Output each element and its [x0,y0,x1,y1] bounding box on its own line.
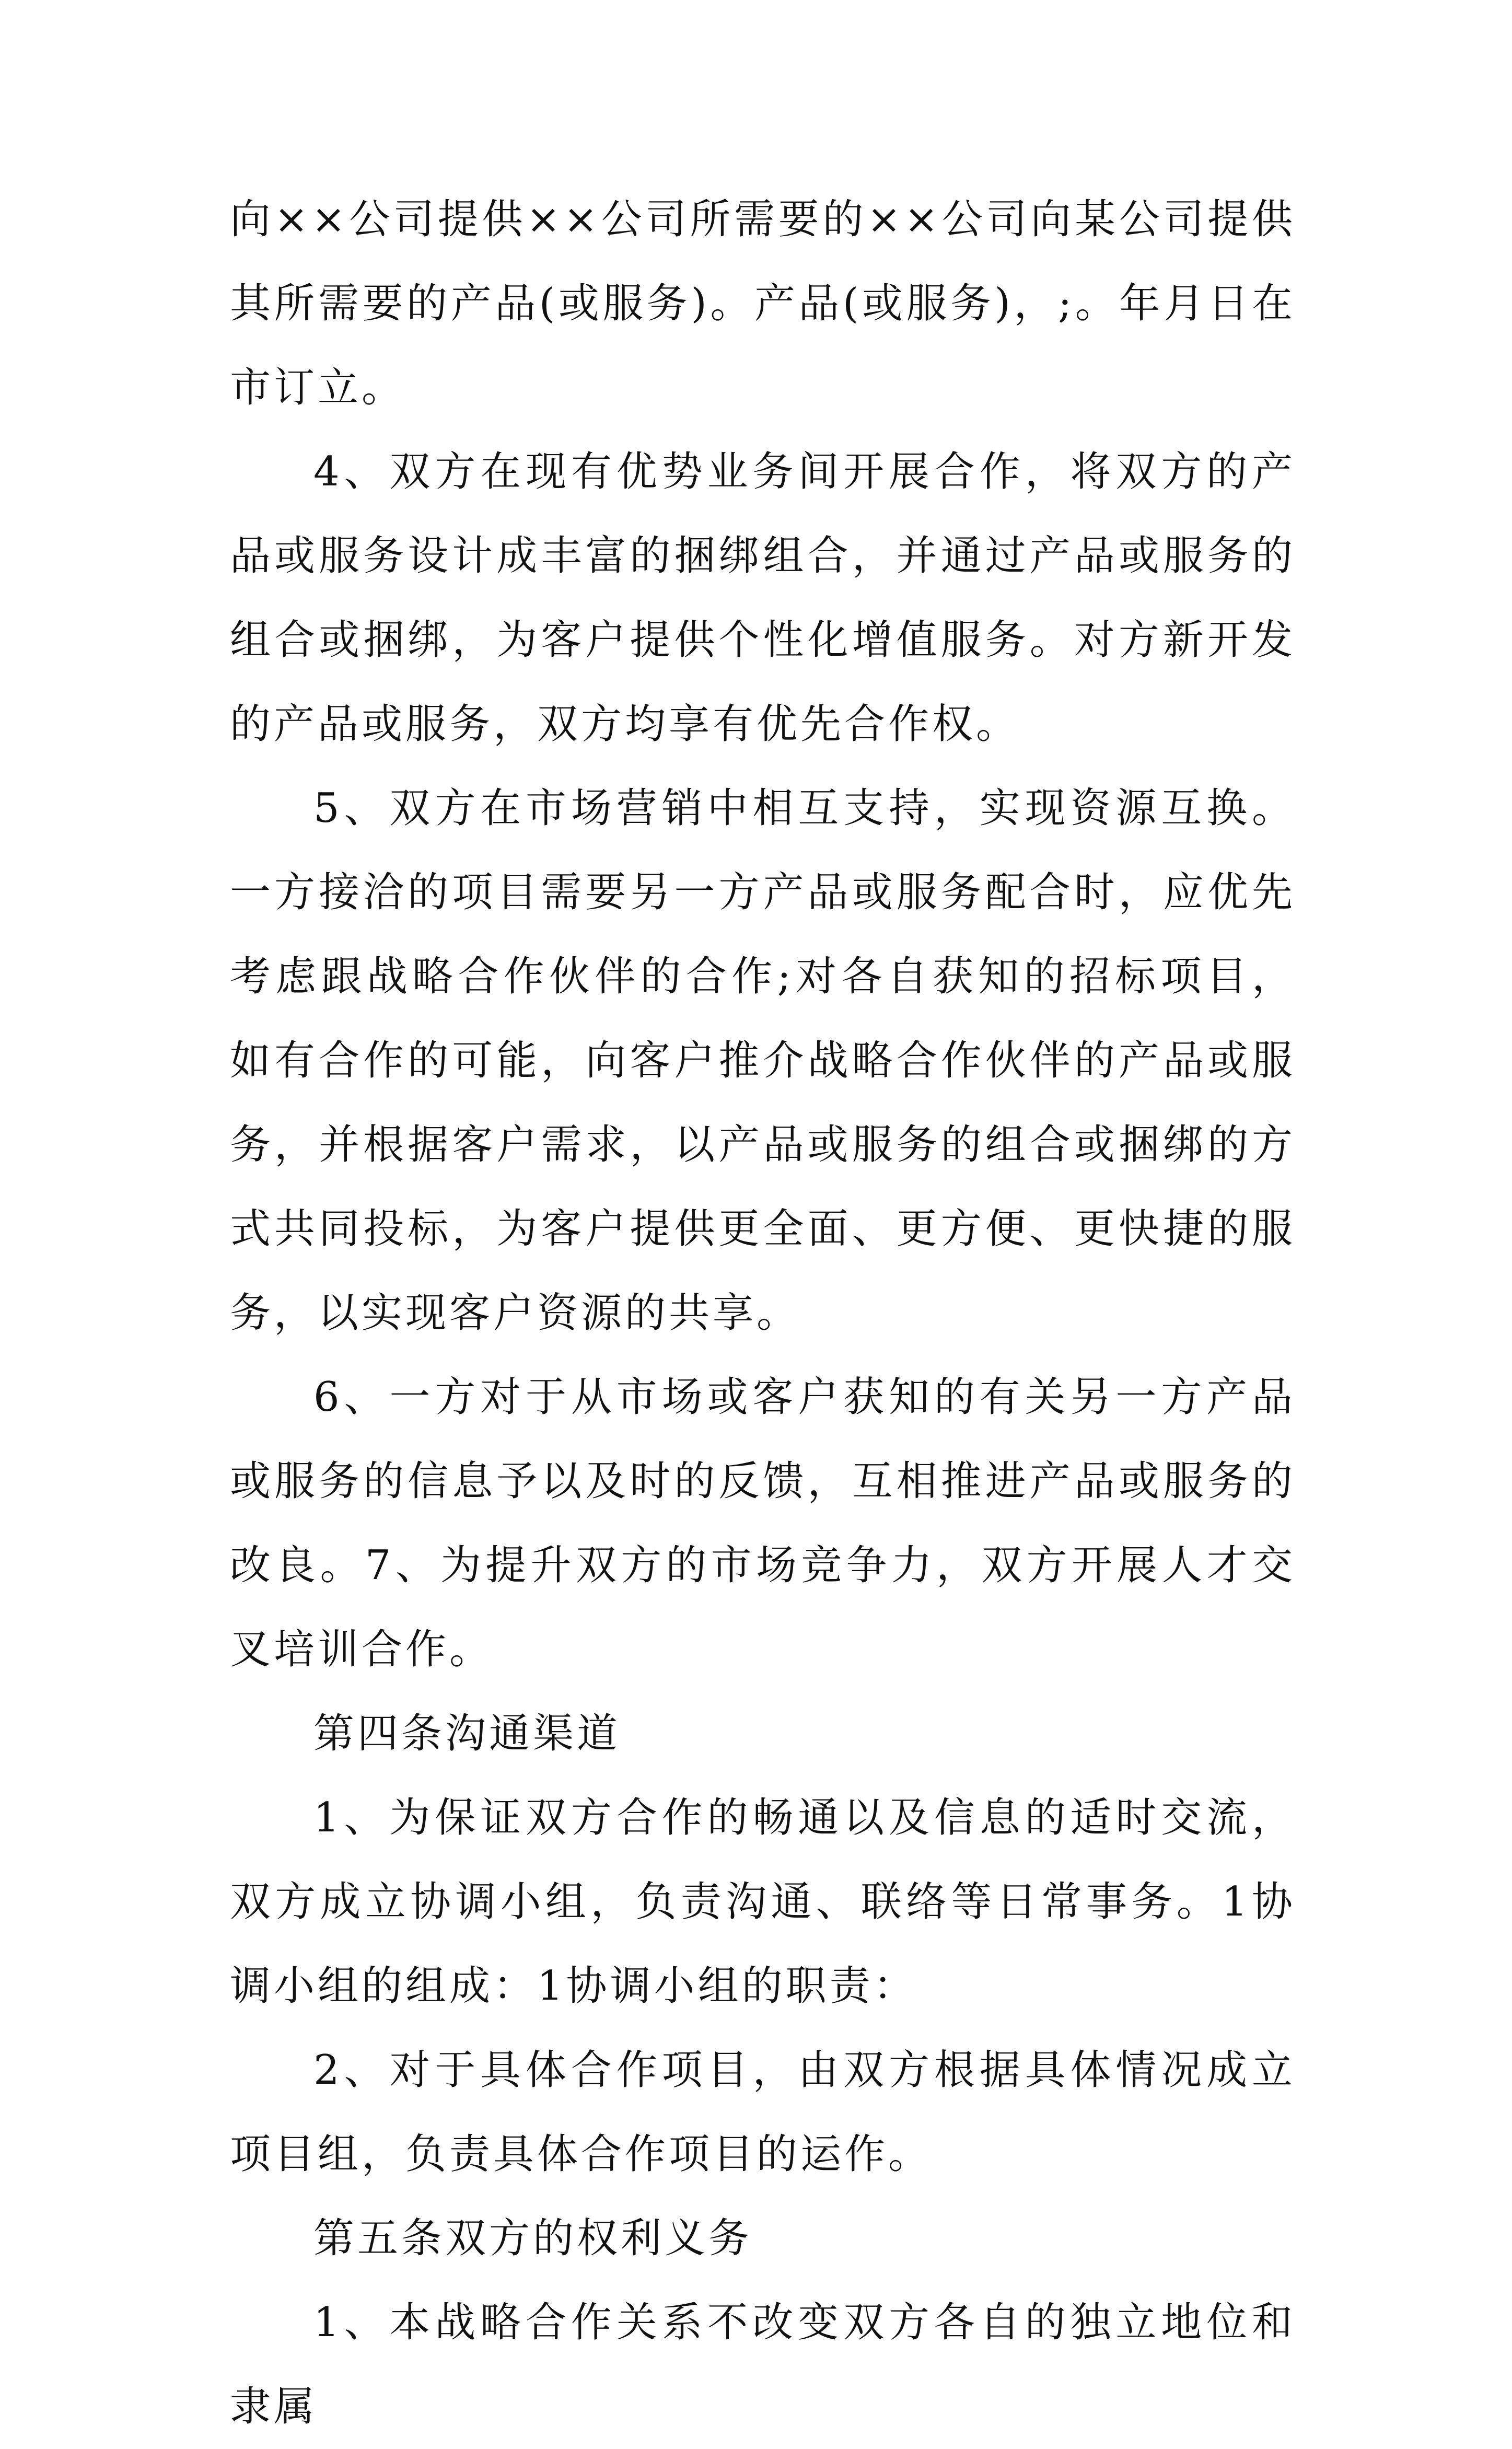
paragraph-5: 1、为保证双方合作的畅通以及信息的适时交流，双方成立协调小组，负责沟通、联络等日常事务。1协调小组的组成：1协调小组的职责： [230,1794,1296,2010]
paragraph-1: 向××公司提供××公司所需要的××公司向某公司提供其所需要的产品(或服务)。产品(或服务)，;。年月日在市订立。 [230,196,1296,411]
paragraph-6: 2、对于具体合作项目，由双方根据具体情况成立项目组，负责具体合作项目的运作。 [230,2047,1296,2178]
section-heading-5: 第五条双方的权利义务 [313,2215,753,2262]
paragraph-4: 6、一方对于从市场或客户获知的有关另一方产品或服务的信息予以及时的反馈，互相推进产品或服务的改良。7、为提升双方的市场竞争力，双方开展人才交叉培训合作。 [230,1374,1296,1673]
paragraph-3: 5、双方在市场营销中相互支持，实现资源互换。一方接洽的项目需要另一方产品或服务配合时，应优先考虑跟战略合作伙伴的合作;对各自获知的招标项目，如有合作的可能，向客户推介战略合作伙伴的产品或服务，并根据客户需求，以产品或服务的组合或捆绑的方式共同投标，为客户提供更全面、更方便、更快捷的服务，以实现客户资源的共享。 [230,785,1296,1337]
section-heading-4: 第四条沟通渠道 [313,1710,621,1757]
paragraph-7: 1、本战略合作关系不改变双方各自的独立地位和隶属 [230,2299,1296,2430]
paragraph-2: 4、双方在现有优势业务间开展合作，将双方的产品或服务设计成丰富的捆绑组合，并通过产品或服务的组合或捆绑，为客户提供个性化增值服务。对方新开发的产品或服务，双方均享有优先合作权。 [230,448,1296,748]
document-body [230,178,1296,2449]
